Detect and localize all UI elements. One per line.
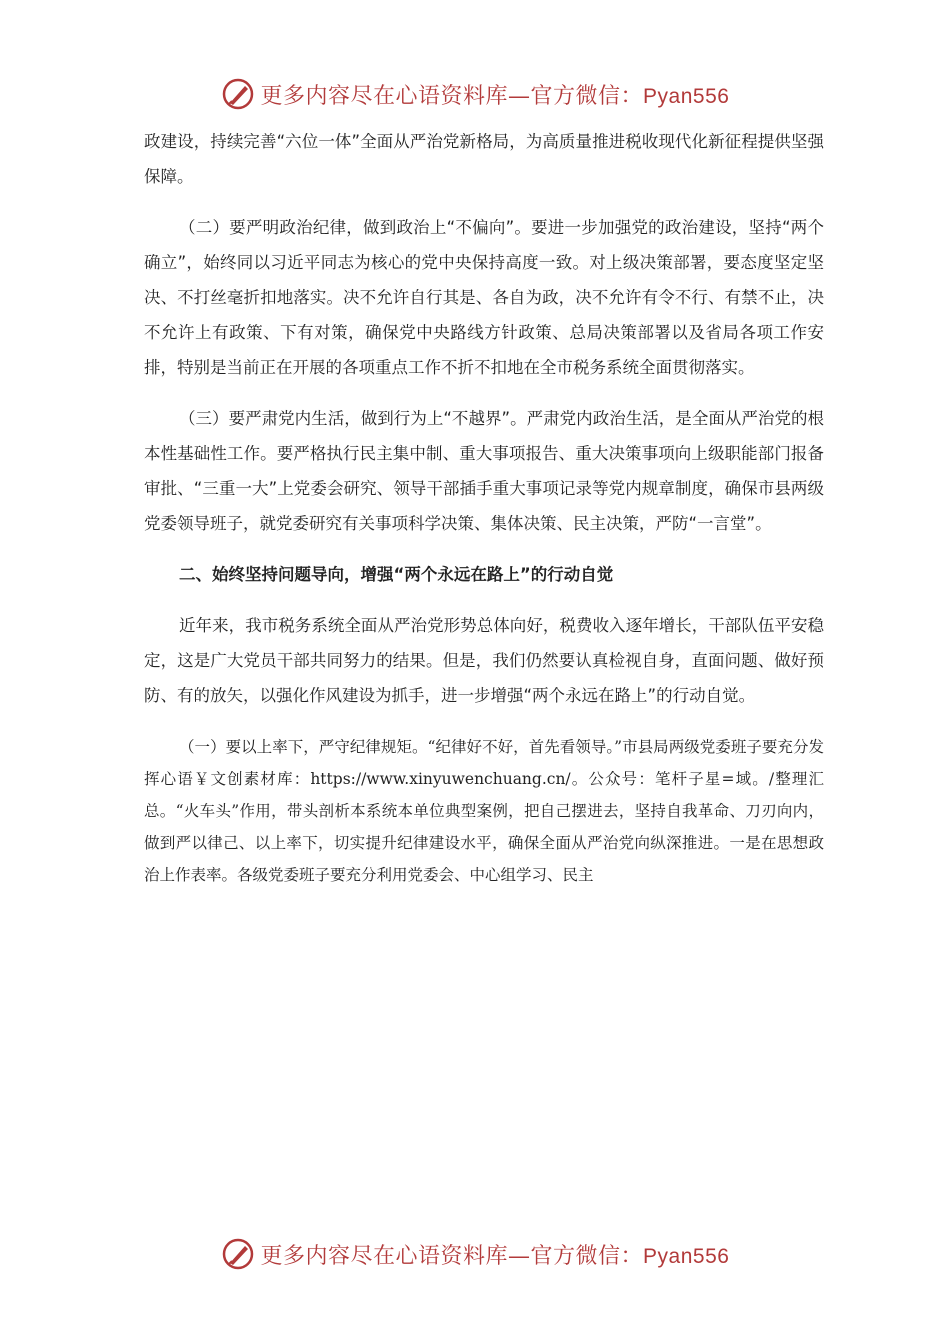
paragraph-political-discipline: （二）要严明政治纪律，做到政治上“不偏向”。要进一步加强党的政治建设，坚持“两个确立”，始终同以习近平同志为核心的党中央保持高度一致。对上级决策部署，要态度坚定坚决、不打丝毫折扣地落实。决不允许自行其是、各自为政，决不允许有令不行、有禁不止，决不允许上有政策、下有对策，确保党中央路线方针政策、总局决策部署以及省局各项工作安排，特别是当前正在开展的各项重点工作不折不扣地在全市税务系统全面贯彻落实。 [144, 218, 824, 377]
header-wechat-id: Pyan556 [643, 84, 730, 108]
quill-logo-icon [221, 77, 255, 111]
paragraph-lead-by-example: （一）要以上率下，严守纪律规矩。“纪律好不好，首先看领导。”市县局两级党委班子要充分发挥心语￥文创素材库：https://www.xinyuwenchuang.cn/。公众号：笔杆子星=域。/整理汇总。“火车头”作用，带头剖析本系统本单位典型案例，把自己摆进去，坚持自我革命、刀刃向内，做到严以律己、以上率下，切实提升纪律建设水平，确保全面从严治党向纵深推进。一是在思想政治上作表率。各级党委班子要充分利用党委会、中心组学习、民主 [144, 738, 824, 884]
quill-logo-icon [221, 1237, 255, 1271]
paragraph-party-life: （三）要严肃党内生活，做到行为上“不越界”。严肃党内政治生活，是全面从严治党的根本性基础性工作。要严格执行民主集中制、重大事项报告、重大决策事项向上级职能部门报备审批、“三重一大”上党委会研究、领导干部插手重大事项记录等党内规章制度，确保市县两级党委领导班子，就党委研究有关事项科学决策、集体决策、民主决策，严防“一言堂”。 [144, 409, 824, 533]
footer-banner-text: 更多内容尽在心语资料库—官方微信：Pyan556 [260, 1243, 730, 1269]
header-banner-text: 更多内容尽在心语资料库—官方微信：Pyan556 [260, 83, 730, 109]
footer-wechat-id: Pyan556 [643, 1244, 730, 1268]
paragraph-continued: 政建设，持续完善“六位一体”全面从严治党新格局，为高质量推进税收现代化新征程提供坚强保障。 [144, 132, 824, 186]
document-body [144, 124, 824, 891]
footer-banner [0, 1234, 950, 1274]
header-banner [0, 74, 950, 114]
section-heading-2: 二、始终坚持问题导向，增强“两个永远在路上”的行动自觉 [179, 565, 614, 584]
paragraph-recent-years: 近年来，我市税务系统全面从严治党形势总体向好，税费收入逐年增长，干部队伍平安稳定，这是广大党员干部共同努力的结果。但是，我们仍然要认真检视自身，直面问题、做好预防、有的放矢，以强化作风建设为抓手，进一步增强“两个永远在路上”的行动自觉。 [144, 616, 824, 705]
